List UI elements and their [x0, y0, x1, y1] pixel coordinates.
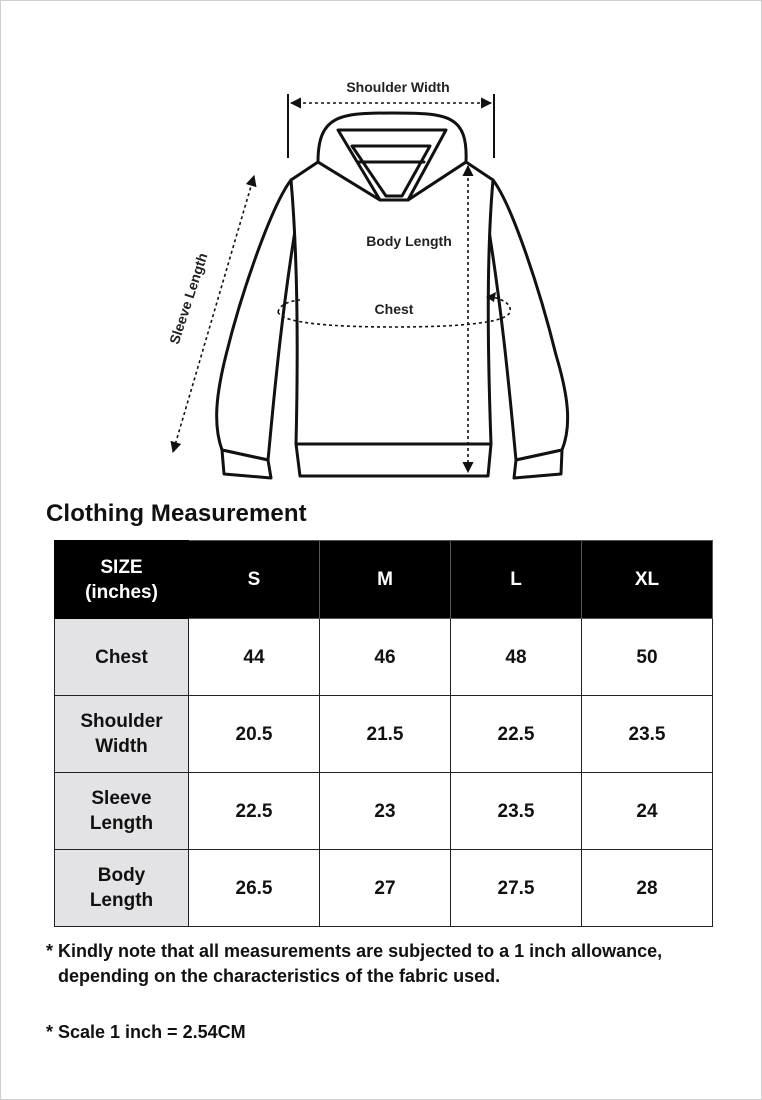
row-label-text: Body — [97, 865, 146, 886]
row-label-body-length — [55, 850, 189, 927]
row-label-text: Length — [89, 813, 154, 834]
allowance-note — [46, 939, 662, 989]
allowance-note-line1: * Kindly note that all measurements are subjected to a 1 inch allowance, — [46, 941, 663, 961]
table-cell: 21.5 — [320, 696, 451, 773]
chest-label: Chest — [374, 301, 414, 317]
row-label-sleeve-length — [55, 773, 189, 850]
table-cell: 28 — [582, 850, 713, 927]
table-row — [55, 773, 713, 850]
table-cell: 44 — [189, 619, 320, 696]
table-cell: 27.5 — [451, 850, 582, 927]
size-column-header: S — [189, 541, 320, 619]
scale-note: * Scale 1 inch = 2.54CM — [46, 1022, 246, 1042]
table-cell: 23 — [320, 773, 451, 850]
table-cell: 48 — [451, 619, 582, 696]
size-header-label: SIZE — [100, 556, 143, 578]
size-chart-table — [54, 540, 713, 927]
allowance-note-line2: depending on the characteristics of the fabric used. — [58, 966, 501, 986]
table-cell: 23.5 — [451, 773, 582, 850]
left-sleeve — [217, 180, 298, 460]
table-cell: 22.5 — [451, 696, 582, 773]
table-cell: 22.5 — [189, 773, 320, 850]
sleeve-length-label: Sleeve Length — [165, 250, 211, 347]
body-length-label: Body Length — [366, 233, 452, 249]
table-cell: 46 — [320, 619, 451, 696]
size-header-unit: (inches) — [85, 581, 158, 603]
size-column-header: L — [451, 541, 582, 619]
size-column-header: M — [320, 541, 451, 619]
table-row — [55, 619, 713, 696]
hoodie-measurement-diagram — [0, 0, 762, 495]
table-cell: 26.5 — [189, 850, 320, 927]
table-row — [55, 696, 713, 773]
row-label-text: Sleeve — [91, 788, 152, 809]
shoulder-width-label: Shoulder Width — [346, 79, 450, 95]
hoodie-outline — [217, 113, 568, 478]
table-cell: 23.5 — [582, 696, 713, 773]
page-title: Clothing Measurement — [46, 500, 307, 527]
size-header-cell — [55, 541, 189, 619]
table-header-row — [55, 541, 713, 619]
row-label-text: Width — [95, 736, 148, 757]
waistband — [296, 444, 491, 476]
row-label-shoulder-width — [55, 696, 189, 773]
table-cell: 24 — [582, 773, 713, 850]
table-cell: 20.5 — [189, 696, 320, 773]
table-row — [55, 850, 713, 927]
row-label-text: Length — [89, 890, 154, 911]
row-label-chest — [55, 619, 189, 696]
row-label-text: Shoulder — [80, 711, 163, 732]
row-label-text: Chest — [95, 646, 148, 668]
size-column-header: XL — [582, 541, 713, 619]
table-cell: 27 — [320, 850, 451, 927]
table-cell: 50 — [582, 619, 713, 696]
